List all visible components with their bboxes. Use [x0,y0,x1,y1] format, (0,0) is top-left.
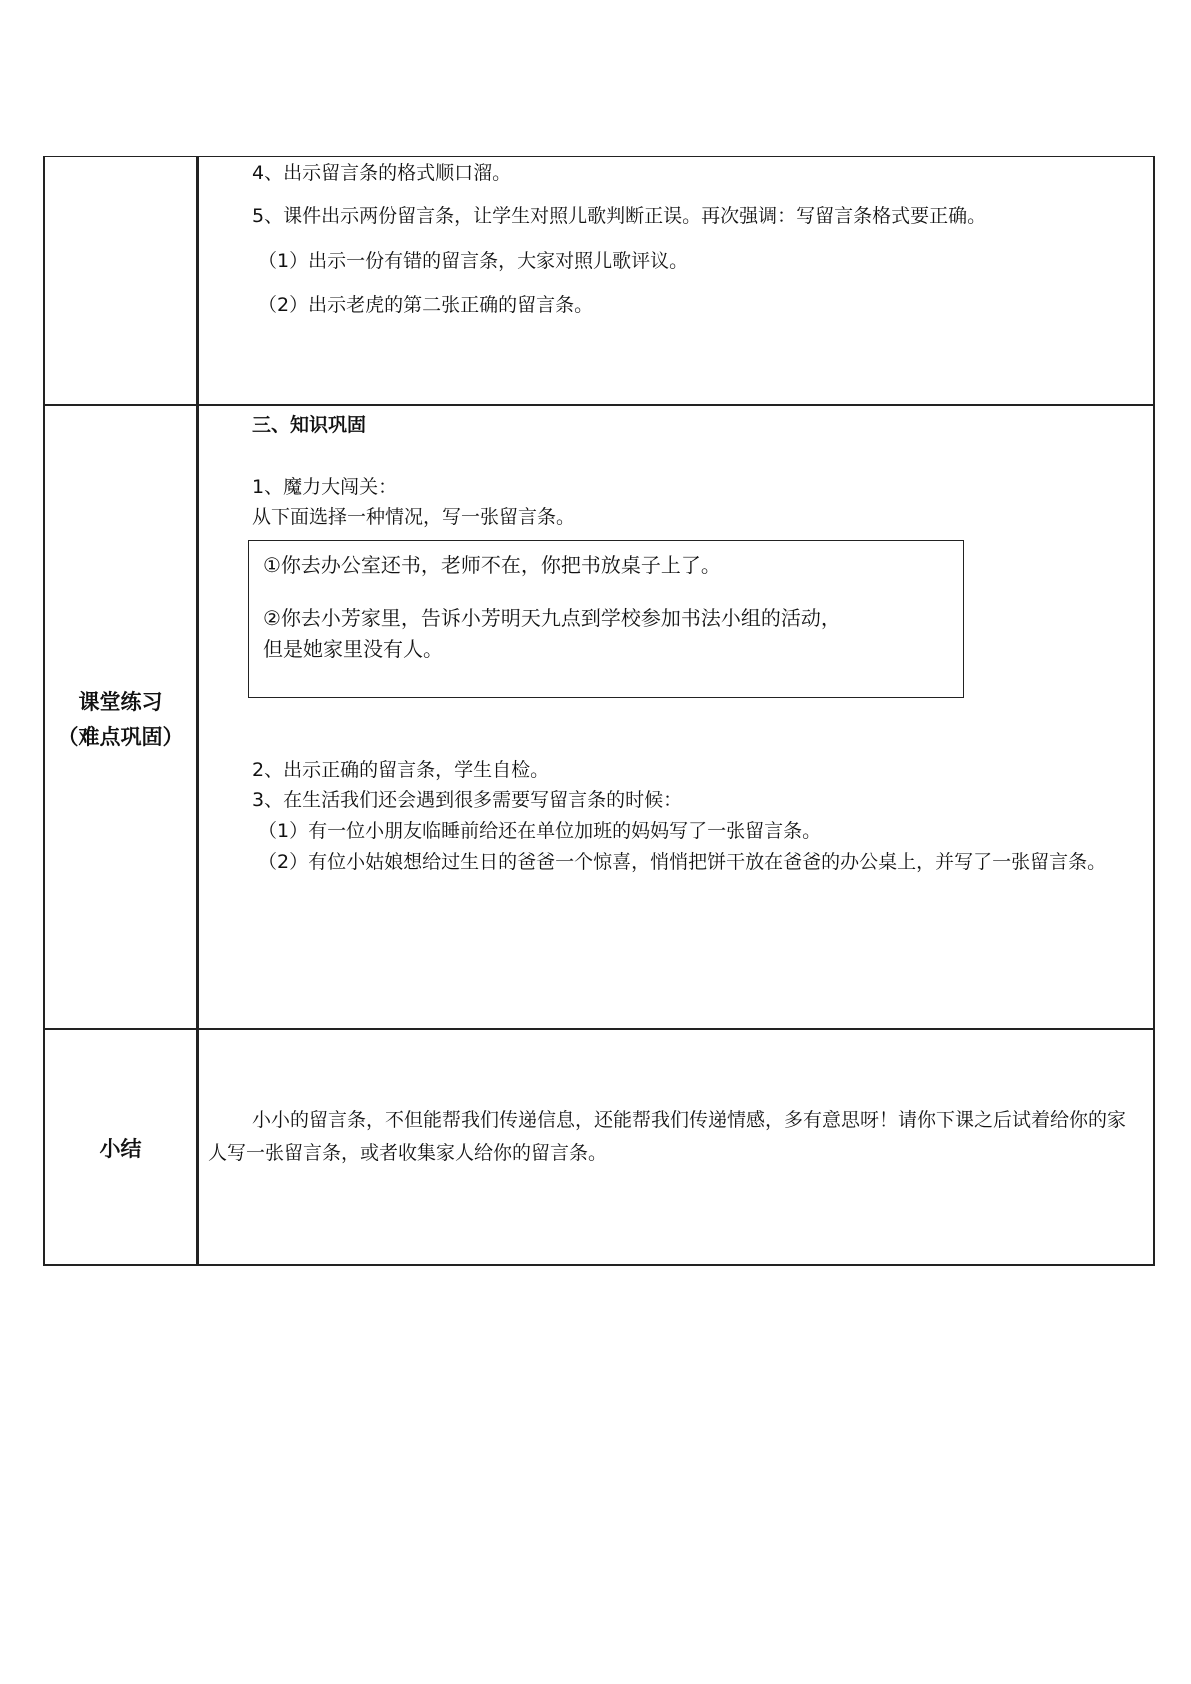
table-column-divider [196,156,199,1266]
options-box [248,540,964,698]
section-heading: 三、知识巩固 [252,414,367,436]
option-2-line-2: 但是她家里没有人。 [263,637,443,661]
row1-sub-1: （1）出示一份有错的留言条，大家对照儿歌评议。 [258,250,689,272]
table-row-divider [43,404,1155,406]
row1-item-4: 4、出示留言条的格式顺口溜。 [252,162,512,184]
table-row-divider [43,1028,1155,1030]
label-line-1: 课堂练习 [78,690,163,714]
row1-item-5: 5、课件出示两份留言条，让学生对照儿歌判断正误。再次强调：写留言条格式要正确。 [252,205,987,227]
label-line-2: （难点巩固） [57,725,184,749]
row2-item-1: 1、魔力大闯关： [252,476,398,498]
row-label-summary: 小结 [99,1137,142,1161]
row1-sub-2: （2）出示老虎的第二张正确的留言条。 [258,294,594,316]
row2-item-3: 3、在生活我们还会遇到很多需要写留言条的时候： [252,789,683,811]
row2-sub-2: （2）有位小姑娘想给过生日的爸爸一个惊喜，悄悄把饼干放在爸爸的办公桌上，并写了一张留言条。 [258,851,1107,873]
row2-sub-1: （1）有一位小朋友临睡前给还在单位加班的妈妈写了一张留言条。 [258,820,822,842]
row2-instruction: 从下面选择一种情况，写一张留言条。 [252,506,576,528]
row-label-classroom-practice [45,685,196,755]
option-2-line-1: ②你去小芳家里，告诉小芳明天九点到学校参加书法小组的活动， [263,606,841,630]
option-1: ①你去办公室还书，老师不在，你把书放桌子上了。 [263,553,721,577]
summary-text: 小小的留言条，不但能帮我们传递信息，还能帮我们传递情感，多有意思呀！请你下课之后试着给你的家人写一张留言条，或者收集家人给你的留言条。 [208,1109,1127,1164]
row2-item-2: 2、出示正确的留言条，学生自检。 [252,759,550,781]
lesson-table [43,156,1155,1266]
